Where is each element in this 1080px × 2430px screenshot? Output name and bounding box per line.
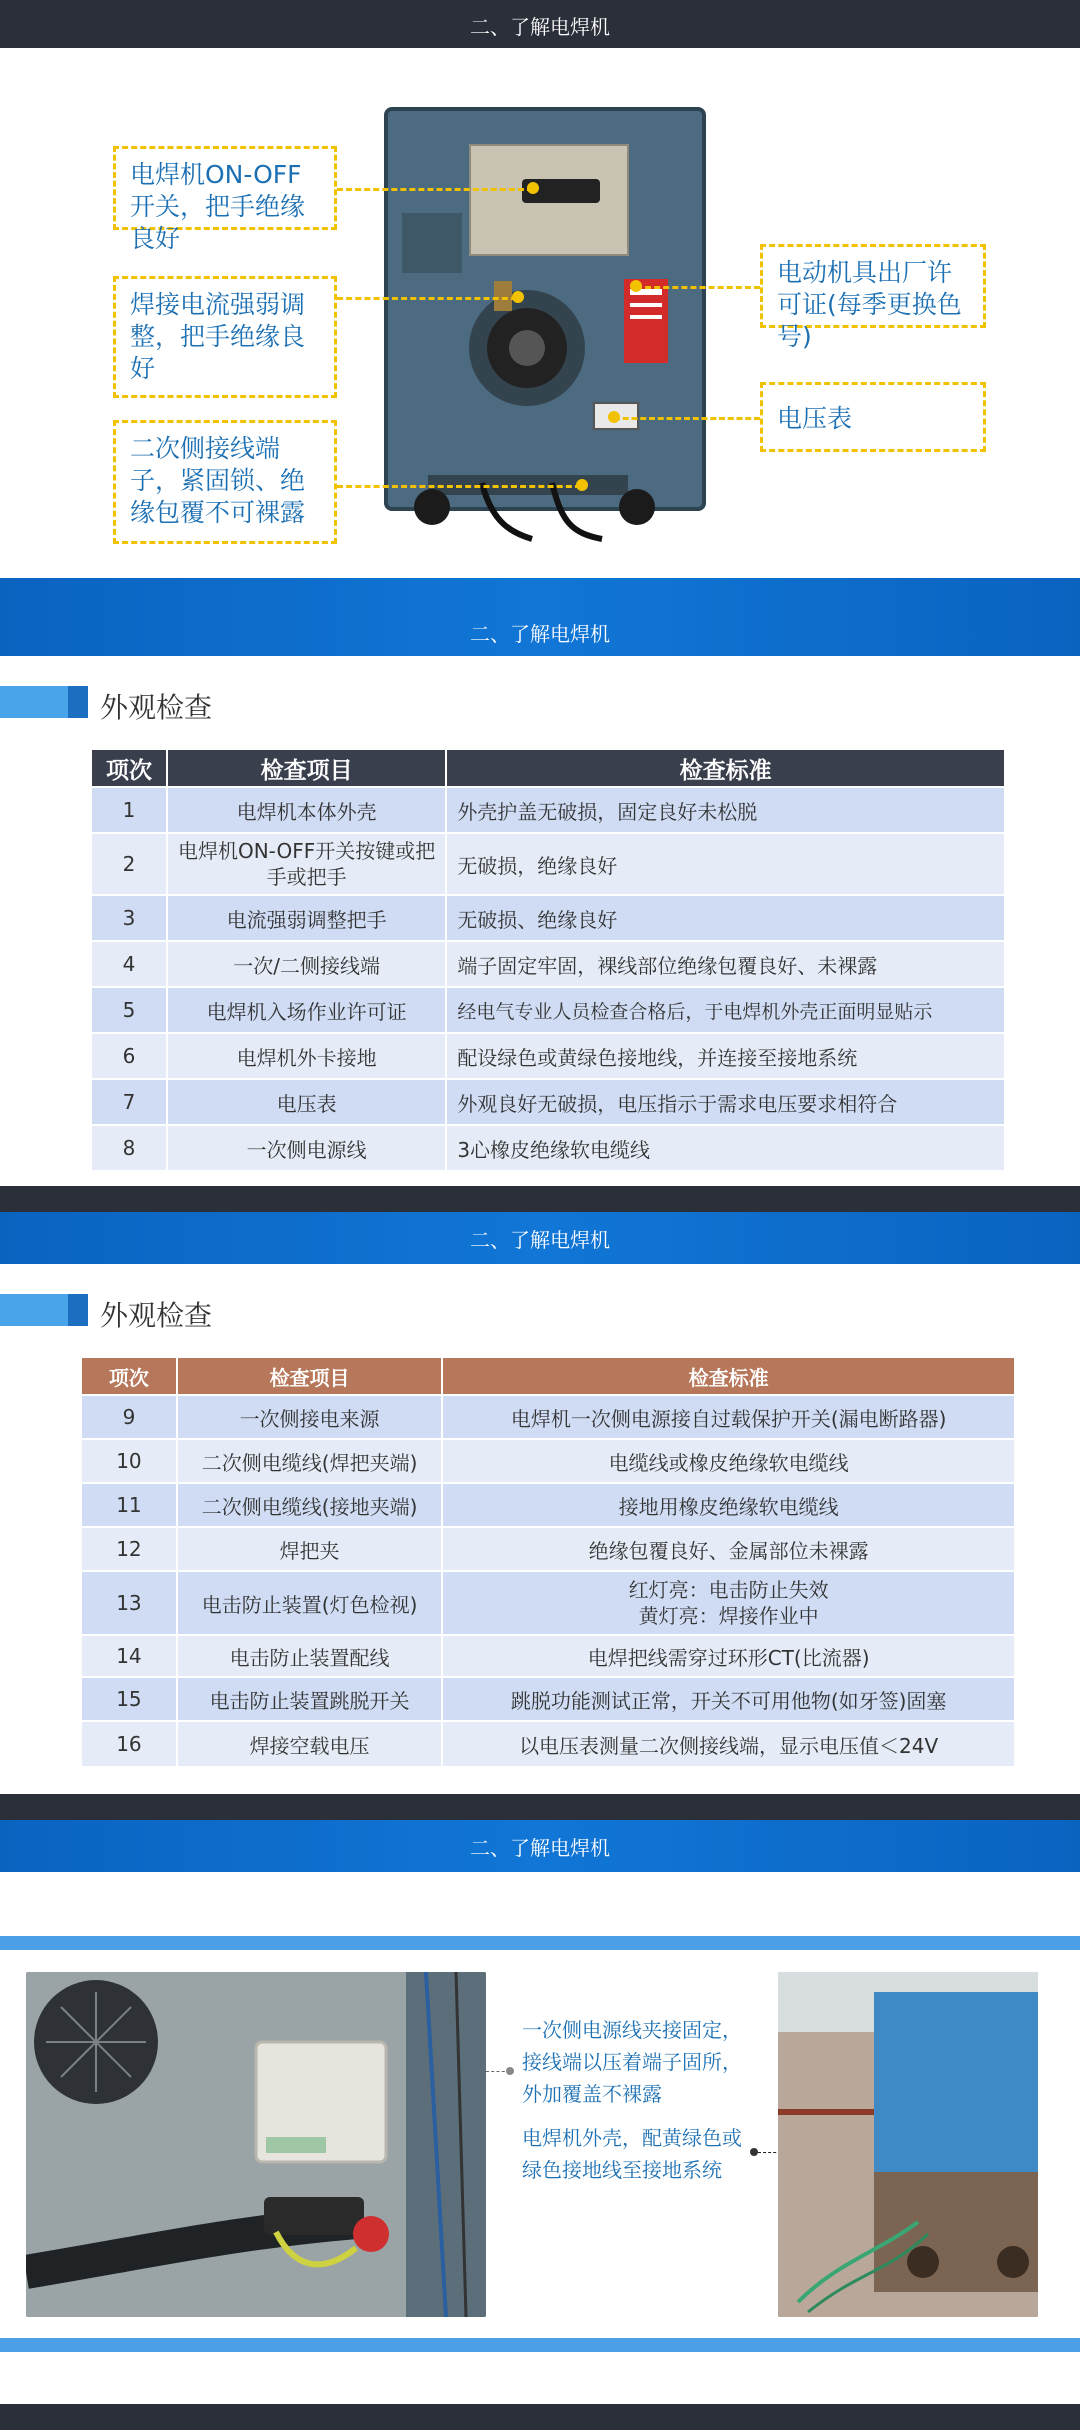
cell-no: 12 (81, 1527, 177, 1571)
table-row (91, 895, 1005, 941)
cell-item: 电焊机外卡接地 (167, 1033, 446, 1079)
table-row (81, 1527, 1015, 1571)
section-divider-dark-4 (0, 2404, 1080, 2430)
section-title-appearance: 外观检查 (100, 691, 213, 724)
section-header-bar-3 (0, 1212, 1080, 1264)
table-row (81, 1635, 1015, 1677)
cell-no: 7 (91, 1079, 167, 1125)
welder-machine-photo (372, 103, 718, 543)
callout-dot-terminal (576, 479, 588, 491)
cell-item: 电焊机入场作业许可证 (167, 987, 446, 1033)
cell-standard (442, 1571, 1015, 1635)
table-row (91, 1079, 1005, 1125)
section-title-bar-accent (68, 686, 88, 718)
cell-standard: 外壳护盖无破损，固定良好未松脱 (446, 787, 1005, 833)
cell-standard: 接地用橡皮绝缘软电缆线 (442, 1483, 1015, 1527)
terminal-box-photo (26, 1972, 486, 2317)
table-row (91, 941, 1005, 987)
callout-leader-onoff (337, 188, 533, 191)
table-header-standard: 检查标准 (442, 1357, 1015, 1395)
ground-wire-photo (778, 1972, 1038, 2317)
caption-power-line: 一次侧电源线夹接固定，接线端以压着端子固所，外加覆盖不裸露 (522, 2018, 742, 2106)
table-row (81, 1395, 1015, 1439)
section-title-bar-accent (68, 1294, 88, 1326)
callout-leader-permit (636, 286, 760, 289)
cell-no: 11 (81, 1483, 177, 1527)
cell-item: 二次侧电缆线(接地夹端) (177, 1483, 442, 1527)
callout-leader-terminal (337, 485, 581, 488)
section-header-title: 二、了解电焊机 (470, 1836, 610, 1860)
photo-frame-top-bar (0, 1936, 1080, 1950)
cell-no: 14 (81, 1635, 177, 1677)
table-row (81, 1677, 1015, 1721)
callout-factory-permit: 电动机具出厂许可证(每季更换色号) (760, 244, 986, 328)
table-row (81, 1483, 1015, 1527)
section-divider-dark-2 (0, 1186, 1080, 1212)
cell-standard: 经电气专业人员检查合格后，于电焊机外壳正面明显贴示 (446, 987, 1005, 1033)
section-header-bar-1 (0, 0, 1080, 48)
cell-no: 13 (81, 1571, 177, 1635)
table-row (81, 1439, 1015, 1483)
cell-no: 2 (91, 833, 167, 895)
cell-item: 电击防止装置配线 (177, 1635, 442, 1677)
cell-standard: 3心橡皮绝缘软电缆线 (446, 1125, 1005, 1171)
cell-no: 6 (91, 1033, 167, 1079)
table-row (91, 833, 1005, 895)
table-row (81, 1571, 1015, 1635)
section-header-bar-4 (0, 1820, 1080, 1872)
callout-secondary-terminal: 二次侧接线端子，紧固锁、绝缘包覆不可裸露 (113, 420, 337, 544)
cell-no: 8 (91, 1125, 167, 1171)
section-title-bar (0, 1294, 68, 1326)
cell-item: 二次侧电缆线(焊把夹端) (177, 1439, 442, 1483)
section-header-title: 二、了解电焊机 (470, 15, 610, 39)
section-header-bar-2 (0, 578, 1080, 656)
callout-leader-meter (614, 417, 760, 420)
section-divider-dark-3 (0, 1794, 1080, 1820)
callout-onoff-switch: 电焊机ON-OFF开关，把手绝缘良好 (113, 146, 337, 230)
cell-standard: 电缆线或橡皮绝缘软电缆线 (442, 1439, 1015, 1483)
callout-dot-permit (630, 280, 642, 292)
cell-no: 16 (81, 1721, 177, 1767)
cell-item: 焊把夹 (177, 1527, 442, 1571)
section-title-appearance: 外观检查 (100, 1299, 213, 1332)
cell-no: 10 (81, 1439, 177, 1483)
cell-item: 电焊机ON-OFF开关按键或把手或把手 (167, 833, 446, 895)
callout-voltmeter: 电压表 (760, 382, 986, 452)
table-row (91, 1125, 1005, 1171)
cell-no: 1 (91, 787, 167, 833)
callout-dot-onoff (527, 182, 539, 194)
callout-leader-current (337, 297, 517, 300)
cell-standard: 配设绿色或黄绿色接地线，并连接至接地系统 (446, 1033, 1005, 1079)
inspection-table-2 (80, 1356, 1016, 1768)
cell-item: 焊接空载电压 (177, 1721, 442, 1767)
table-row (91, 787, 1005, 833)
caption-dot-2 (750, 2148, 758, 2156)
cell-standard-line-2: 黄灯亮：焊接作业中 (638, 1604, 819, 1628)
table-header-item: 检查项目 (177, 1357, 442, 1395)
cell-standard: 电焊机一次侧电源接自过载保护开关(漏电断路器) (442, 1395, 1015, 1439)
cell-no: 15 (81, 1677, 177, 1721)
cell-item: 电击防止装置跳脱开关 (177, 1677, 442, 1721)
cell-no: 9 (81, 1395, 177, 1439)
inspection-table-1 (90, 748, 1006, 1172)
cell-standard: 绝缘包覆良好、金属部位未裸露 (442, 1527, 1015, 1571)
cell-item: 一次侧接电来源 (177, 1395, 442, 1439)
table-header-no: 项次 (81, 1357, 177, 1395)
cell-item: 电流强弱调整把手 (167, 895, 446, 941)
cell-item: 电压表 (167, 1079, 446, 1125)
cell-standard-line-1: 红灯亮：电击防止失效 (628, 1578, 829, 1602)
photo-frame-bottom-bar (0, 2338, 1080, 2352)
table-header-item: 检查项目 (167, 749, 446, 787)
cell-item: 一次侧电源线 (167, 1125, 446, 1171)
table-row (81, 1721, 1015, 1767)
cell-no: 5 (91, 987, 167, 1033)
cell-no: 3 (91, 895, 167, 941)
cell-standard: 无破损，绝缘良好 (446, 833, 1005, 895)
cell-standard: 外观良好无破损，电压指示于需求电压要求相符合 (446, 1079, 1005, 1125)
cell-standard: 无破损、绝缘良好 (446, 895, 1005, 941)
section-header-title: 二、了解电焊机 (470, 1228, 610, 1252)
table-row (91, 1033, 1005, 1079)
cell-standard: 端子固定牢固，裸线部位绝缘包覆良好、未裸露 (446, 941, 1005, 987)
section-header-title: 二、了解电焊机 (470, 622, 610, 646)
section-title-bar (0, 686, 68, 718)
table-header-no: 项次 (91, 749, 167, 787)
cell-item: 电焊机本体外壳 (167, 787, 446, 833)
cell-standard: 以电压表测量二次侧接线端，显示电压值＜24V (442, 1721, 1015, 1767)
callout-dot-meter (608, 411, 620, 423)
table-row (91, 987, 1005, 1033)
cell-standard: 电焊把线需穿过环形CT(比流器) (442, 1635, 1015, 1677)
cell-standard: 跳脱功能测试正常，开关不可用他物(如牙签)固塞 (442, 1677, 1015, 1721)
cell-item: 电击防止装置(灯色检视) (177, 1571, 442, 1635)
callout-current-adjust: 焊接电流强弱调整，把手绝缘良好 (113, 276, 337, 398)
cell-item: 一次/二侧接线端 (167, 941, 446, 987)
caption-dot-1 (506, 2067, 514, 2075)
caption-ground-wire: 电焊机外壳，配黄绿色或绿色接地线至接地系统 (522, 2126, 742, 2182)
table-header-standard: 检查标准 (446, 749, 1005, 787)
cell-no: 4 (91, 941, 167, 987)
callout-dot-current (512, 291, 524, 303)
